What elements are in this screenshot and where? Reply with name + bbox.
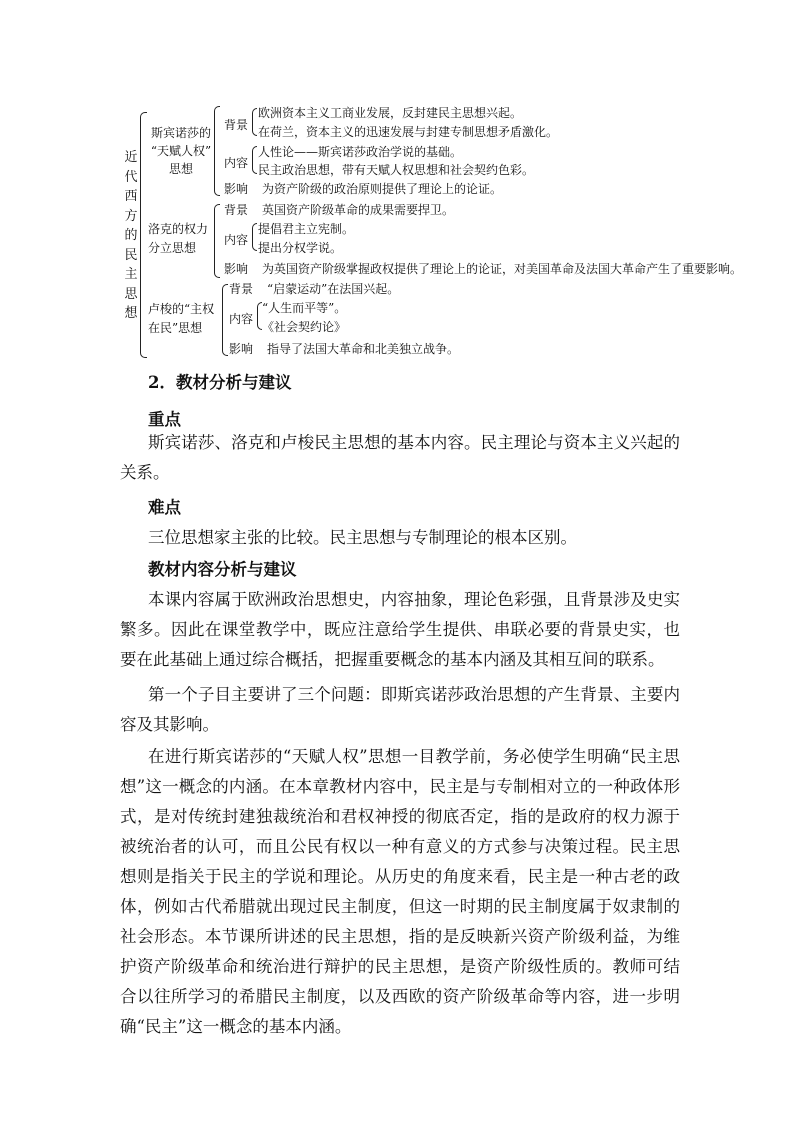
difficulties-text: 三位思想家主张的比较。民主思想与专制理论的根本区别。 xyxy=(148,528,577,547)
rousseau-brace xyxy=(222,284,228,356)
key-points-heading: 重点 xyxy=(148,410,181,429)
spinoza-influence-label: 影响 xyxy=(224,182,249,196)
spinoza-background-1: 欧洲资本主义工商业发展，反封建民主思想兴起。 xyxy=(258,106,523,120)
root-char: 的 xyxy=(124,228,138,243)
locke-background-label: 背景 xyxy=(224,203,249,217)
locke-background: 英国资产阶级革命的成果需要捍卫。 xyxy=(262,203,455,217)
rousseau-influence-label: 影响 xyxy=(229,342,254,356)
difficulties-heading: 难点 xyxy=(148,498,181,517)
locke-influence-label: 影响 xyxy=(224,262,249,276)
rousseau-influence: 指导了法国大革命和北美独立战争。 xyxy=(267,342,460,356)
root-char: 民 xyxy=(124,247,138,263)
spinoza-content-label: 内容 xyxy=(224,156,249,170)
analysis-paragraph-2: 第一个子目主要讲了三个问题：即斯宾诺莎政治思想的产生背景、主要内容及其影响。 xyxy=(120,685,680,734)
locke-title-line: 分立思想 xyxy=(148,241,197,255)
rousseau-content-2: 《社会契约论》 xyxy=(262,320,347,334)
locke-influence: 为英国资产阶级掌握政权提供了理论上的论证，对美国革命及法国大革命产生了重要影响。 xyxy=(262,262,743,276)
locke-content-1: 提倡君主立宪制。 xyxy=(258,222,355,236)
locke-title-line: 洛克的权力 xyxy=(148,222,209,236)
root-char: 思 xyxy=(124,286,138,302)
root-char: 想 xyxy=(124,306,138,321)
root-char: 近 xyxy=(124,150,138,165)
locke-title xyxy=(148,222,208,255)
root-char: 主 xyxy=(124,267,138,282)
rousseau-title-line: 卢梭的“主权 xyxy=(148,302,215,316)
rousseau-content-1: “人生而平等”。 xyxy=(262,301,347,315)
locke-content-brace xyxy=(252,223,257,251)
spinoza-background-label: 背景 xyxy=(224,118,249,132)
rousseau-background-label: 背景 xyxy=(229,282,254,296)
rousseau-background: “启蒙运动”在法国兴起。 xyxy=(267,282,400,296)
spinoza-title-line: 思想 xyxy=(168,162,193,176)
spinoza-content-1: 人性论——斯宾诺莎政治学说的基础。 xyxy=(258,145,463,159)
spinoza-title-line: “天赋人权” xyxy=(150,144,212,158)
root-char: 代 xyxy=(124,169,138,185)
rousseau-title xyxy=(148,302,214,335)
spinoza-background-2: 在荷兰，资本主义的迅速发展与封建专制思想矛盾激化。 xyxy=(258,125,559,139)
spinoza-brace xyxy=(214,106,220,196)
analysis-heading: 教材内容分析与建议 xyxy=(148,560,297,579)
spinoza-title xyxy=(148,126,214,176)
section-heading: 2．教材分析与建议 xyxy=(148,373,292,392)
root-char: 方 xyxy=(124,208,138,224)
diagram-root-title xyxy=(124,148,138,324)
spinoza-content-2: 民主政治思想，带有天赋人权思想和社会契约色彩。 xyxy=(258,163,535,177)
spinoza-background-brace xyxy=(252,108,257,136)
root-char: 西 xyxy=(124,189,138,204)
analysis-paragraph-1: 本课内容属于欧洲政治思想史，内容抽象，理论色彩强，且背景涉及史实繁多。因此在课堂教学中，既应注意给学生提供、串联必要的背景史实，也要在此基础上通过综合概括，把握重要概念的基本内涵及其相互间的联系。 xyxy=(120,590,680,669)
rousseau-title-line: 在民”思想 xyxy=(148,321,203,335)
locke-content-2: 提出分权学说。 xyxy=(258,241,343,255)
analysis-paragraph-3: 在进行斯宾诺莎的“天赋人权”思想一目教学前，务必使学生明确“民主思想”这一概念的内涵。在本章教材内容中，民主是与专制相对立的一种政体形式，是对传统封建独裁统治和君权神授的彻底否定，指的是政府的权力源于被统治者的认可，而且公民有权以一种有意义的方式参与决策过程。民主思想则是指关于民主的学说和理论。从历史的角度来看，民主是一种古老的政体，例如古代希腊就出现过民主制度，但这一时期的民主制度属于奴隶制的社会形态。本节课所讲述的民主思想，指的是反映新兴资产阶级利益，为维护资产阶级革命和统治进行辩护的民主思想，是资产阶级性质的。教师可结合以往所学习的希腊民主制度，以及西欧的资产阶级革命等内容，进一步明确“民主”这一概念的基本内涵。 xyxy=(120,747,680,1036)
rousseau-content-label: 内容 xyxy=(229,312,254,326)
spinoza-content-brace xyxy=(252,146,257,174)
root-brace xyxy=(140,112,147,358)
spinoza-title-line: 斯宾诺莎的 xyxy=(150,126,211,140)
locke-content-label: 内容 xyxy=(224,233,249,247)
key-points-text: 斯宾诺莎、洛克和卢梭民主思想的基本内容。民主理论与资本主义兴起的关系。 xyxy=(120,433,680,482)
spinoza-influence: 为资产阶级的政治原则提供了理论上的论证。 xyxy=(262,182,503,196)
locke-brace xyxy=(214,204,220,278)
